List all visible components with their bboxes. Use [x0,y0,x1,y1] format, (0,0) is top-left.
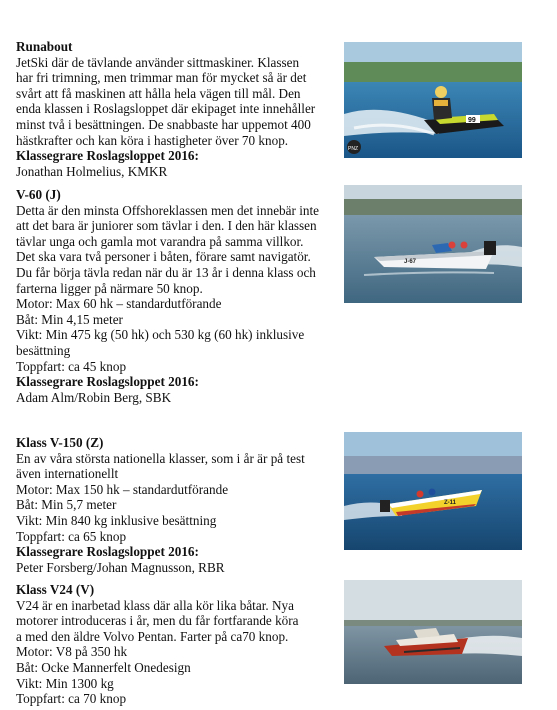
body-line: V24 är en inarbetad klass där alla kör lika båtar. Nya [16,597,294,613]
section-v150 [16,435,336,575]
body-line: Det ska vara två personer i båten, förare samt navigatör. [16,249,311,265]
body-line: Motor: Max 60 hk – standardutförande [16,296,222,312]
champion-name: Jonathan Holmelius, KMKR [16,163,168,179]
boat-number: Z-11 [444,500,457,506]
jetski-number: 99 [468,117,476,124]
body-line: Du får börja tävla redan när du är 13 år i denna klass och [16,264,316,280]
body-line: att det bara är juniorer som tävlar i den. I den här klassen [16,218,317,234]
champion-label: Klassegrare Roslagsloppet 2016: [16,148,199,164]
body-line: enda klassen i Roslagsloppet där ekipaget inte innehåller [16,101,316,117]
photo-v60-boat [344,185,522,303]
body-line: Motor: V8 på 350 hk [16,644,128,660]
champion-label: Klassegrare Roslagsloppet 2016: [16,544,199,560]
photo-v150-boat [344,432,522,550]
body-line: Vikt: Min 475 kg (50 hk) och 530 kg (60 hk) inklusive [16,327,305,343]
body-line: besättning [16,342,71,358]
champion-name: Adam Alm/Robin Berg, SBK [16,389,172,405]
body-line: hästkrafter och kan köra i hastigheter över 70 knop. [16,132,289,148]
body-line: tävlar unga och gamla mot varandra på samma villkor. [16,233,304,249]
section-runabout [16,39,336,179]
champion-name: Peter Forsberg/Johan Magnusson, RBR [16,559,225,575]
section-title: Runabout [16,39,73,54]
body-line: Vikt: Min 1300 kg [16,675,114,691]
body-line: Toppfart: ca 45 knop [16,358,127,374]
photo-runabout-jetski [344,42,522,158]
photo-badge: PNZ [348,146,358,152]
body-line: En av våra största nationella klasser, som i år är på test [16,450,305,466]
section-title: Klass V-150 (Z) [16,435,104,450]
body-line: även internationellt [16,466,119,482]
body-line: Motor: Max 150 hk – standardutförande [16,481,229,497]
body-line: Vikt: Min 840 kg inklusive besättning [16,512,217,528]
body-line: JetSki där de tävlande använder sittmaskiner. Klassen [16,54,300,70]
body-line: Toppfart: ca 70 knop [16,691,127,707]
body-line: Båt: Ocke Mannerfelt Onedesign [16,659,191,675]
body-line: minst två i besättningen. De snabbaste har uppemot 400 [16,116,311,132]
section-title: V-60 (J) [16,187,61,202]
body-line: farterna ligger på närmare 50 knop. [16,280,203,296]
body-line: Båt: Min 4,15 meter [16,311,123,327]
body-line: a med den äldre Volvo Pentan. Farter på ca70 knop. [16,628,289,644]
body-line: motorer introduceras i år, men du får fortfarande köra [16,613,299,629]
body-line: Detta är den minsta Offshoreklassen men det innebär inte [16,202,319,218]
body-line: har fri trimning, men trimmar man för mycket så är det [16,70,307,86]
section-v60 [16,187,336,405]
section-title: Klass V24 (V) [16,582,95,597]
body-line: Båt: Min 5,7 meter [16,497,117,513]
champion-label: Klassegrare Roslagsloppet 2016: [16,374,199,390]
photo-v24-boat [344,580,522,684]
section-v24 [16,582,336,707]
body-line: Toppfart: ca 65 knop [16,528,127,544]
body-line: svårt att få maskinen att hålla hela vägen till mål. Den [16,85,301,101]
boat-number: J-67 [404,259,417,265]
